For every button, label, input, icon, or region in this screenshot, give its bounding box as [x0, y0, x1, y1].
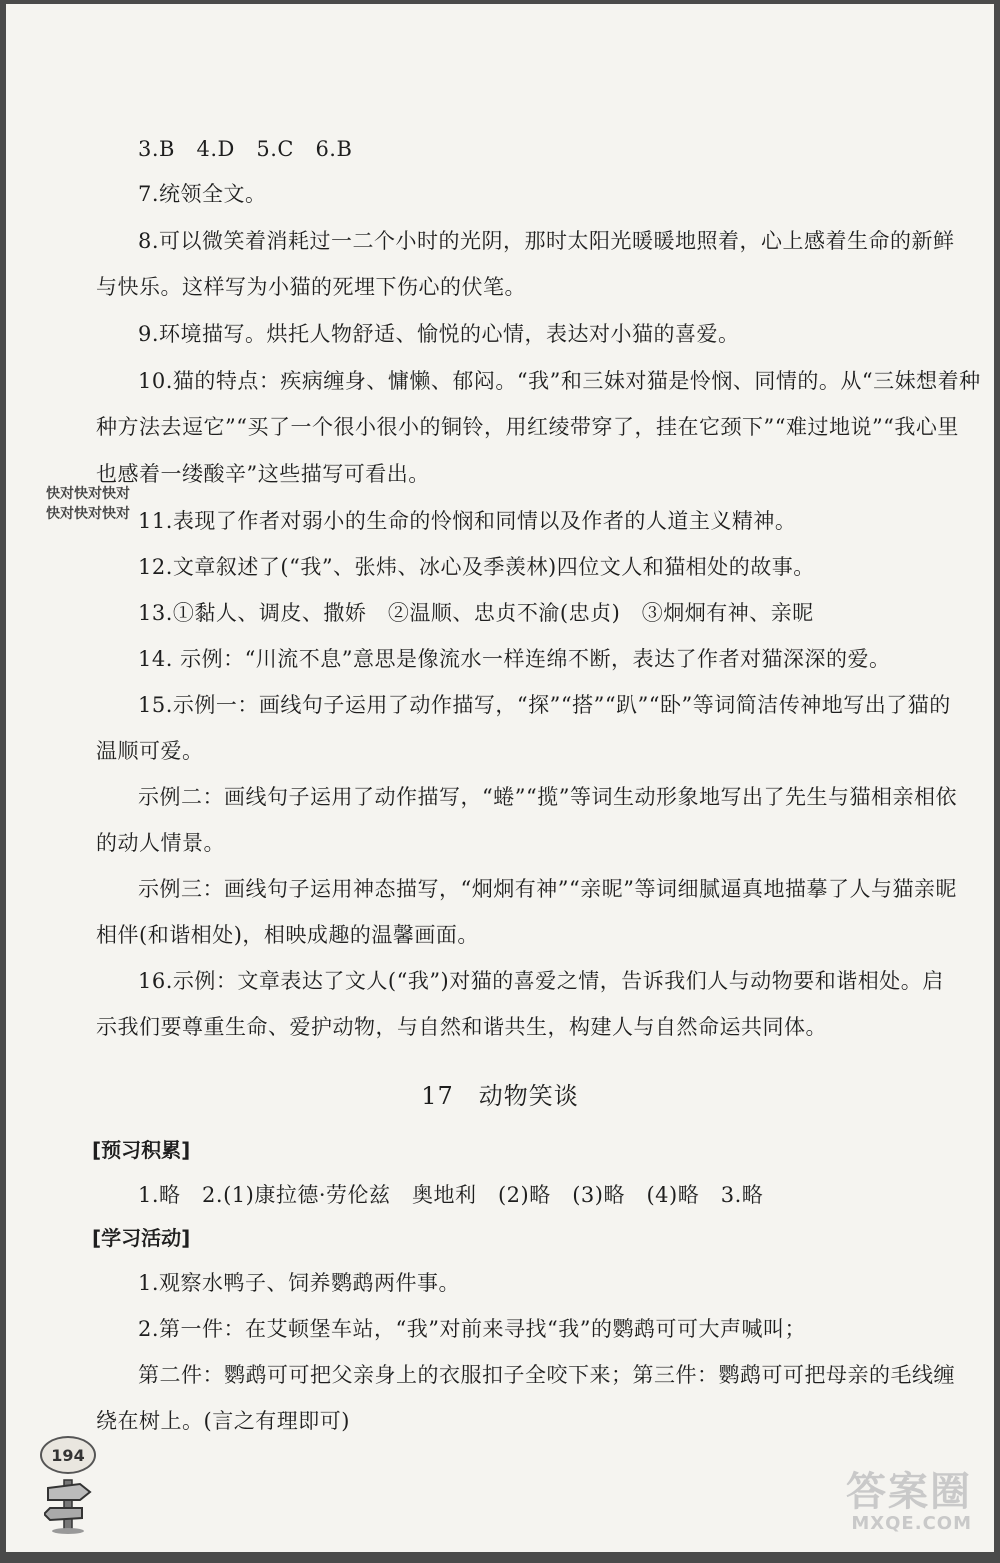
answer-line: 7.统领全文。 [138, 182, 267, 206]
answer-line: 12.文章叙述了(“我”、张炜、冰心及季羡林)四位文人和猫相处的故事。 [138, 555, 815, 579]
activity-line: 第二件：鹦鹉可可把父亲身上的衣服扣子全咬下来；第三件：鹦鹉可可把母亲的毛线缠 [138, 1363, 955, 1387]
side-stamp: 快对快对快对 快对快对快对 [46, 486, 130, 522]
answer-line: 15.示例一：画线句子运用了动作描写，“探”“搭”“趴”“卧”等词简洁传神地写出了猫的 [138, 693, 951, 717]
answer-line: 8.可以微笑着消耗过一二个小时的光阴，那时太阳光暖暖地照着，心上感着生命的新鲜 [138, 229, 955, 253]
activity-header: [学习活动] [92, 1226, 191, 1250]
document-page [6, 4, 994, 1552]
answer-line: 温顺可爱。 [96, 739, 204, 763]
activity-line: 2.第一件：在艾顿堡车站，“我”对前来寻找“我”的鹦鹉可可大声喊叫； [138, 1317, 806, 1341]
answer-line: 10.猫的特点：疾病缠身、慵懒、郁闷。“我”和三妹对猫是怜悯、同情的。从“三妹想着种 [138, 369, 981, 393]
answer-line: 相伴(和谐相处)，相映成趣的温馨画面。 [96, 923, 479, 947]
signpost-icon [44, 1474, 94, 1534]
answer-line: 与快乐。这样写为小猫的死埋下伤心的伏笔。 [96, 275, 526, 299]
answer-line: 3.B 4.D 5.C 6.B [138, 137, 353, 161]
section-title: 17 动物笑谈 [421, 1082, 579, 1110]
answer-line: 示例二：画线句子运用了动作描写，“蜷”“揽”等词生动形象地写出了先生与猫相亲相依 [138, 785, 957, 809]
answer-line: 9.环境描写。烘托人物舒适、愉悦的心情，表达对小猫的喜爱。 [138, 322, 740, 346]
watermark [846, 1460, 972, 1534]
answer-line: 16.示例：文章表达了文人(“我”)对猫的喜爱之情，告诉我们人与动物要和谐相处。启 [138, 969, 944, 993]
preview-line: 1.略 2.(1)康拉德·劳伦兹 奥地利 (2)略 (3)略 (4)略 3.略 [138, 1183, 764, 1207]
answer-line: 11.表现了作者对弱小的生命的怜悯和同情以及作者的人道主义精神。 [138, 509, 797, 533]
preview-header: [预习积累] [92, 1138, 191, 1162]
answer-line: 示我们要尊重生命、爱护动物，与自然和谐共生，构建人与自然命运共同体。 [96, 1015, 827, 1039]
answer-line: 14. 示例：“川流不息”意思是像流水一样连绵不断，表达了作者对猫深深的爱。 [138, 647, 891, 671]
answer-line: 13.①黏人、调皮、撒娇 ②温顺、忠贞不渝(忠贞) ③炯炯有神、亲昵 [138, 601, 814, 625]
answer-line: 的动人情景。 [96, 831, 225, 855]
activity-line: 绕在树上。(言之有理即可) [96, 1409, 350, 1433]
activity-line: 1.观察水鸭子、饲养鹦鹉两件事。 [138, 1271, 461, 1295]
watermark-logo: 答案圈 [846, 1469, 972, 1515]
watermark-url: MXQE.COM [851, 1513, 972, 1534]
answer-line: 种方法去逗它”“买了一个很小很小的铜铃，用红绫带穿了，挂在它颈下”“难过地说”“我心里 [96, 415, 959, 439]
page-number: 194 [40, 1436, 96, 1474]
answer-line: 也感着一缕酸辛”这些描写可看出。 [96, 462, 430, 486]
answer-line: 示例三：画线句子运用神态描写，“炯炯有神”“亲昵”等词细腻逼真地描摹了人与猫亲昵 [138, 877, 957, 901]
